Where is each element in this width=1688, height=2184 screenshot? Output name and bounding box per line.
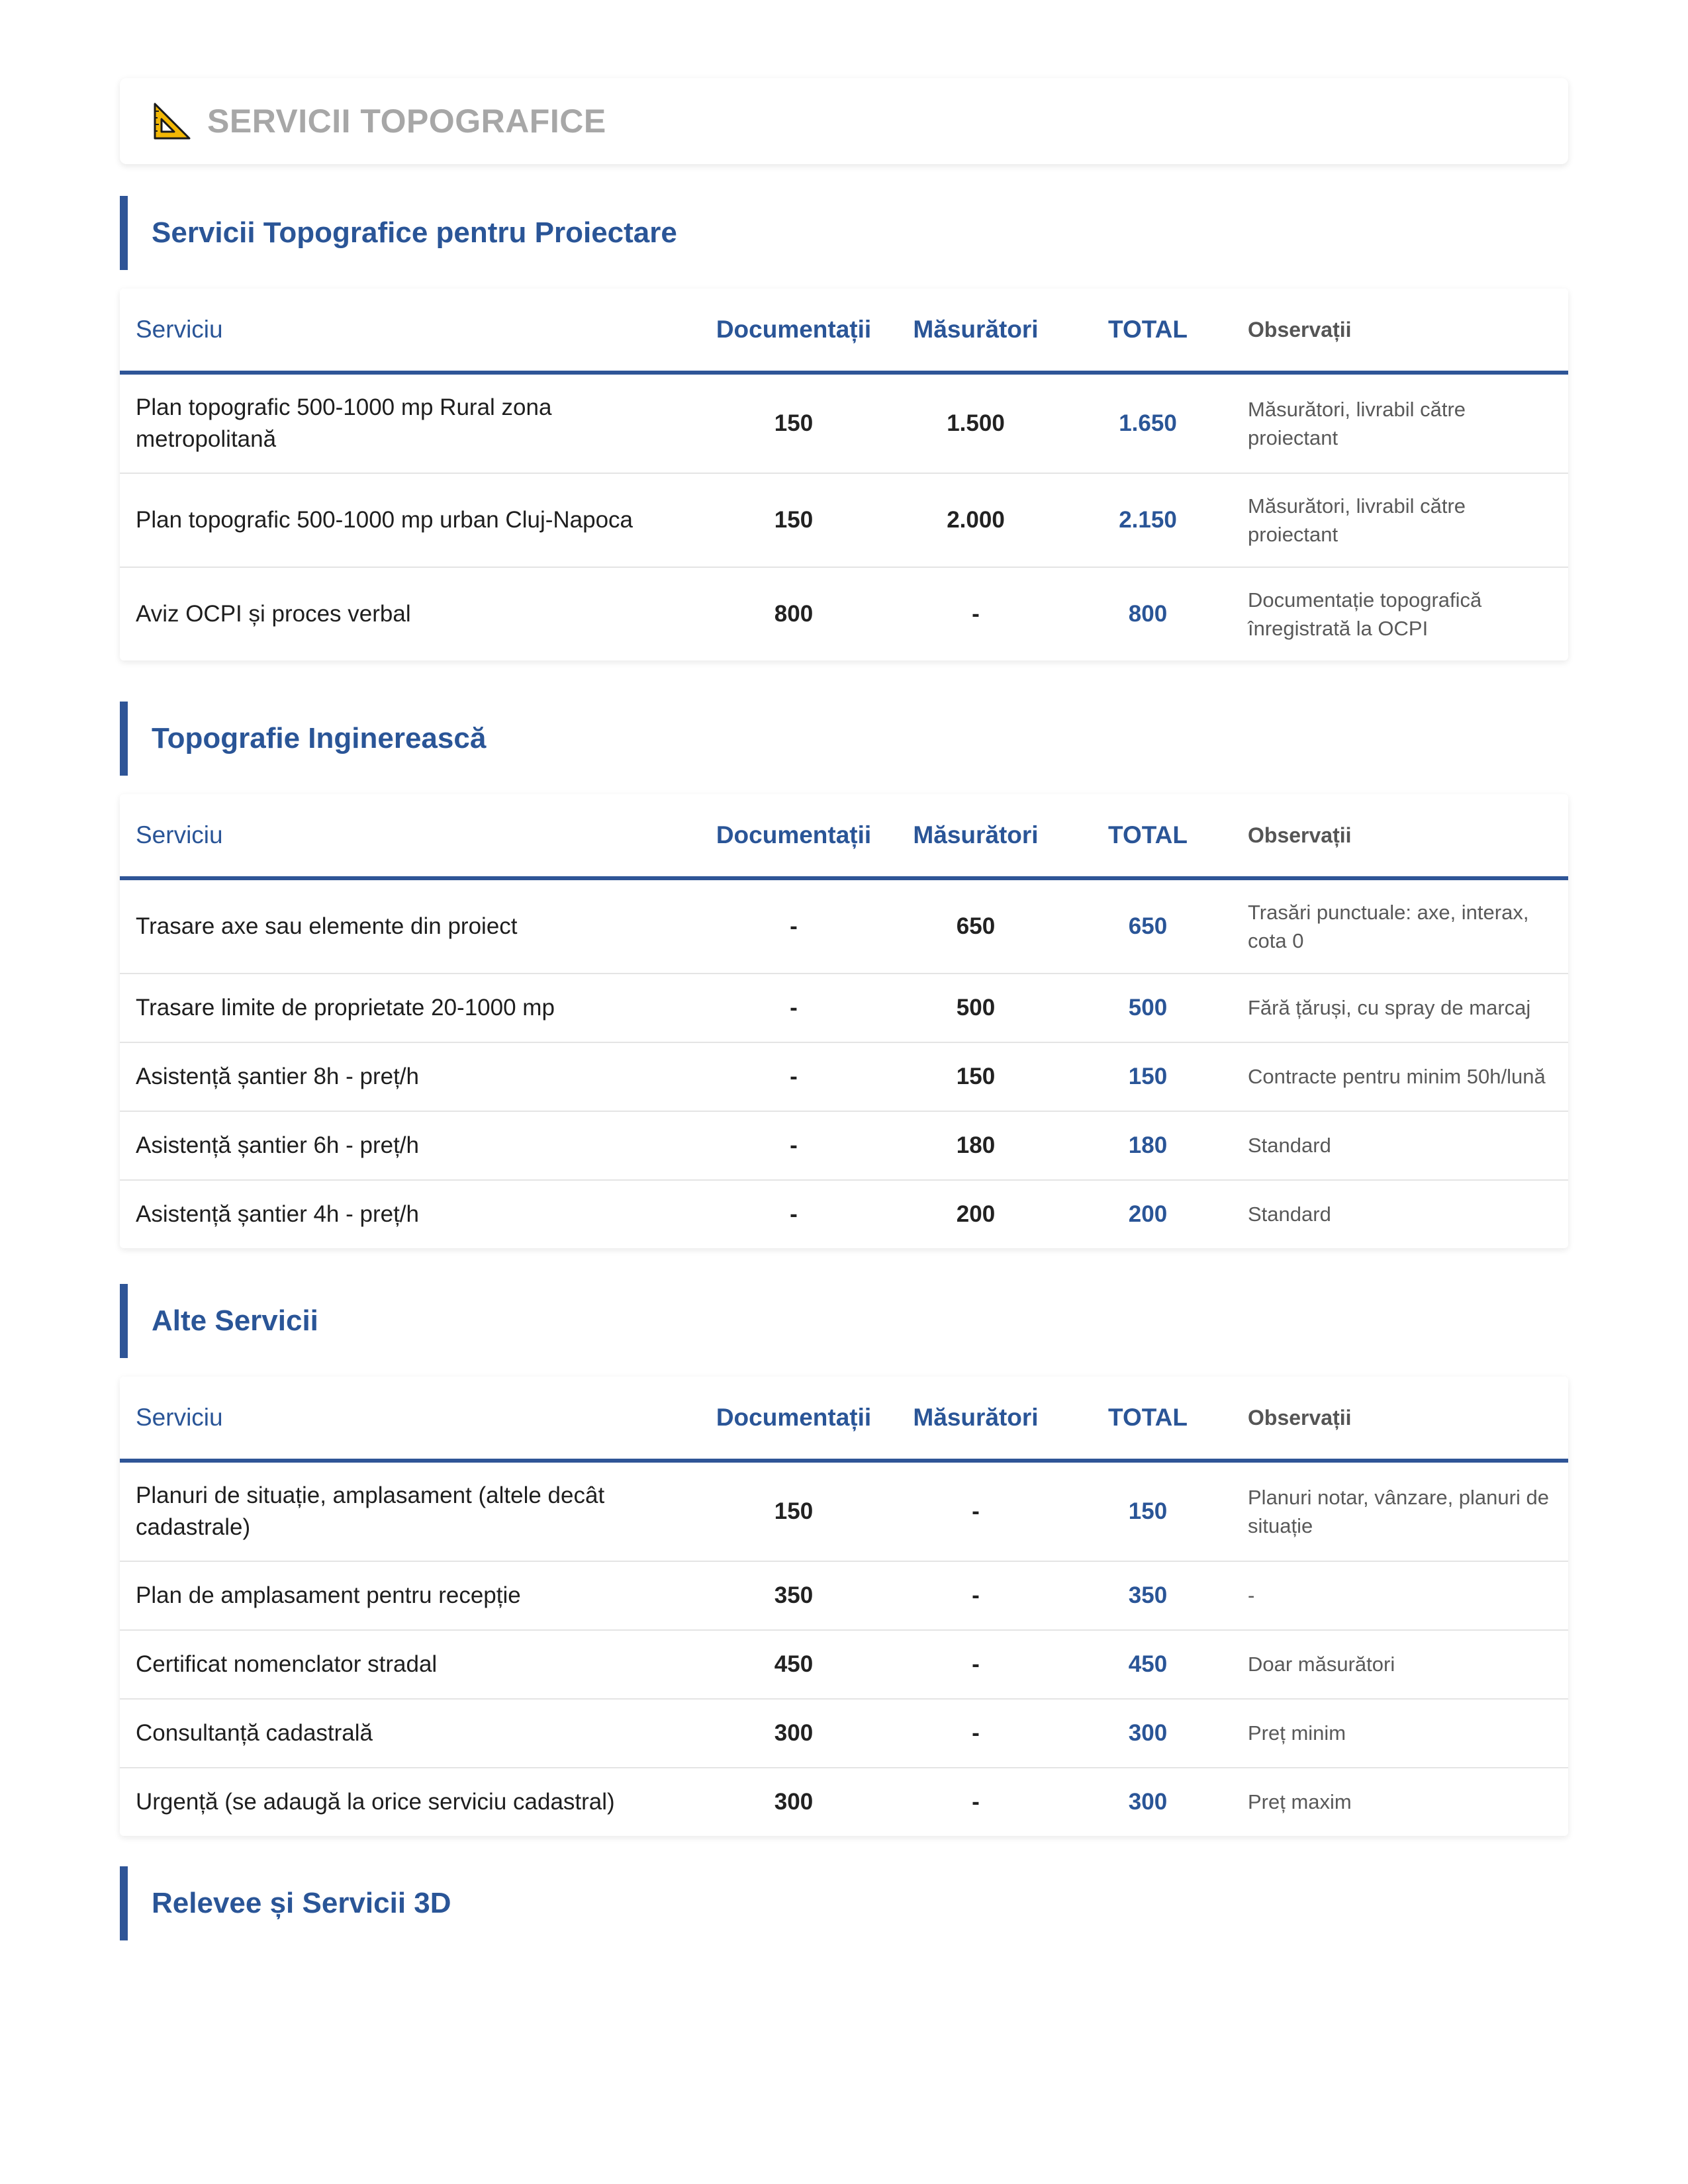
col-header-notes: Observații <box>1237 794 1568 878</box>
col-header-service: Serviciu <box>120 289 694 373</box>
table-row <box>120 373 1568 473</box>
cell-notes: Măsurători, livrabil către proiectant <box>1237 373 1568 473</box>
cell-docs: - <box>694 1111 893 1180</box>
table-row <box>120 1042 1568 1111</box>
cell-measure: 150 <box>893 1042 1058 1111</box>
cell-docs: 150 <box>694 373 893 473</box>
table-alte-servicii <box>120 1377 1568 1836</box>
cell-service: Asistență șantier 8h - preț/h <box>120 1042 694 1111</box>
cell-measure: 2.000 <box>893 473 1058 567</box>
cell-docs: 150 <box>694 473 893 567</box>
cell-notes: - <box>1237 1561 1568 1630</box>
cell-measure: 180 <box>893 1111 1058 1180</box>
table-header-row <box>120 289 1568 373</box>
cell-notes: Planuri notar, vânzare, planuri de situație <box>1237 1461 1568 1561</box>
cell-measure: - <box>972 1789 980 1815</box>
cell-service: Plan topografic 500-1000 mp Rural zona metropolitană <box>120 373 694 473</box>
cell-measure: 1.500 <box>893 373 1058 473</box>
cell-service: Plan topografic 500-1000 mp urban Cluj-Napoca <box>120 473 694 567</box>
table-row <box>120 567 1568 660</box>
section-title-alte-servicii: Alte Servicii <box>120 1284 318 1358</box>
table-row <box>120 1699 1568 1768</box>
cell-measure: - <box>893 1461 1058 1561</box>
cell-total: 150 <box>1058 1042 1237 1111</box>
cell-service: Urgență (se adaugă la orice serviciu cadastral) <box>136 1788 615 1815</box>
cell-docs: 300 <box>774 1789 814 1815</box>
cell-service: Trasare limite de proprietate 20-1000 mp <box>120 974 694 1042</box>
cell-notes: Trasări punctuale: axe, interax, cota 0 <box>1237 878 1568 974</box>
table-row <box>120 878 1568 974</box>
cell-measure: - <box>893 1699 1058 1768</box>
col-header-docs: Documentații <box>694 794 893 878</box>
cell-measure: 200 <box>956 1201 996 1227</box>
cell-service: Asistență șantier 6h - preț/h <box>120 1111 694 1180</box>
cell-measure: - <box>893 1561 1058 1630</box>
cell-service: Certificat nomenclator stradal <box>120 1630 694 1699</box>
page-title: SERVICII TOPOGRAFICE <box>207 103 606 140</box>
table-row <box>120 1630 1568 1699</box>
cell-total: 180 <box>1058 1111 1237 1180</box>
cell-measure: 500 <box>893 974 1058 1042</box>
col-header-service: Serviciu <box>120 1377 694 1461</box>
col-header-notes: Observații <box>1237 1377 1568 1461</box>
table-header-row <box>120 794 1568 878</box>
cell-notes: Preț minim <box>1237 1699 1568 1768</box>
cell-service: Aviz OCPI și proces verbal <box>136 600 411 627</box>
cell-measure: - <box>972 601 980 627</box>
cell-measure: 650 <box>893 878 1058 974</box>
col-header-measure: Măsurători <box>893 1377 1058 1461</box>
cell-total: 1.650 <box>1058 373 1237 473</box>
triangular-ruler-icon <box>153 102 191 140</box>
col-header-measure: Măsurători <box>893 794 1058 878</box>
col-header-notes: Observații <box>1237 289 1568 373</box>
cell-docs: 450 <box>694 1630 893 1699</box>
cell-docs: - <box>694 878 893 974</box>
cell-notes: Documentație topografică înregistrată la OCPI <box>1248 588 1482 640</box>
cell-total: 150 <box>1058 1461 1237 1561</box>
cell-total: 450 <box>1058 1630 1237 1699</box>
cell-docs: - <box>694 974 893 1042</box>
col-header-measure: Măsurători <box>893 289 1058 373</box>
table-row <box>120 1561 1568 1630</box>
cell-service: Consultanță cadastrală <box>120 1699 694 1768</box>
section-title-proiectare: Servicii Topografice pentru Proiectare <box>120 196 677 270</box>
table-row <box>120 1180 1568 1248</box>
cell-total: 650 <box>1058 878 1237 974</box>
cell-docs: 300 <box>694 1699 893 1768</box>
table-row <box>120 473 1568 567</box>
cell-docs: - <box>694 1042 893 1111</box>
cell-notes: Standard <box>1248 1203 1331 1226</box>
cell-notes: Măsurători, livrabil către proiectant <box>1237 473 1568 567</box>
cell-total: 2.150 <box>1058 473 1237 567</box>
col-header-total: TOTAL <box>1058 794 1237 878</box>
table-row <box>120 1461 1568 1561</box>
cell-total: 300 <box>1128 1789 1168 1815</box>
col-header-docs: Documentații <box>694 289 893 373</box>
table-proiectare <box>120 289 1568 660</box>
table-row <box>120 1768 1568 1836</box>
cell-notes: Contracte pentru minim 50h/lună <box>1237 1042 1568 1111</box>
cell-service: Trasare axe sau elemente din proiect <box>120 878 694 974</box>
cell-notes: Fără țăruși, cu spray de marcaj <box>1237 974 1568 1042</box>
cell-notes: Preț maxim <box>1248 1790 1352 1814</box>
page-header <box>120 78 1568 164</box>
cell-notes: Standard <box>1237 1111 1568 1180</box>
col-header-docs: Documentații <box>694 1377 893 1461</box>
table-header-row <box>120 1377 1568 1461</box>
cell-docs: 150 <box>694 1461 893 1561</box>
cell-service: Planuri de situație, amplasament (altele decât cadastrale) <box>120 1461 694 1561</box>
table-row <box>120 1111 1568 1180</box>
cell-total: 500 <box>1058 974 1237 1042</box>
cell-total: 800 <box>1128 601 1168 627</box>
section-title-inginereasca: Topografie Inginerească <box>120 702 486 776</box>
col-header-total: TOTAL <box>1058 1377 1237 1461</box>
table-row <box>120 974 1568 1042</box>
cell-total: 300 <box>1058 1699 1237 1768</box>
cell-service: Asistență șantier 4h - preț/h <box>136 1201 419 1227</box>
cell-service: Plan de amplasament pentru recepție <box>120 1561 694 1630</box>
cell-total: 200 <box>1128 1201 1168 1227</box>
col-header-total: TOTAL <box>1058 289 1237 373</box>
cell-docs: 800 <box>774 601 814 627</box>
cell-measure: - <box>893 1630 1058 1699</box>
col-header-service: Serviciu <box>120 794 694 878</box>
section-title-relevee-3d: Relevee și Servicii 3D <box>120 1866 451 1940</box>
cell-total: 350 <box>1058 1561 1237 1630</box>
cell-docs: - <box>790 1201 798 1227</box>
table-inginereasca <box>120 794 1568 1248</box>
cell-notes: Doar măsurători <box>1237 1630 1568 1699</box>
cell-docs: 350 <box>694 1561 893 1630</box>
